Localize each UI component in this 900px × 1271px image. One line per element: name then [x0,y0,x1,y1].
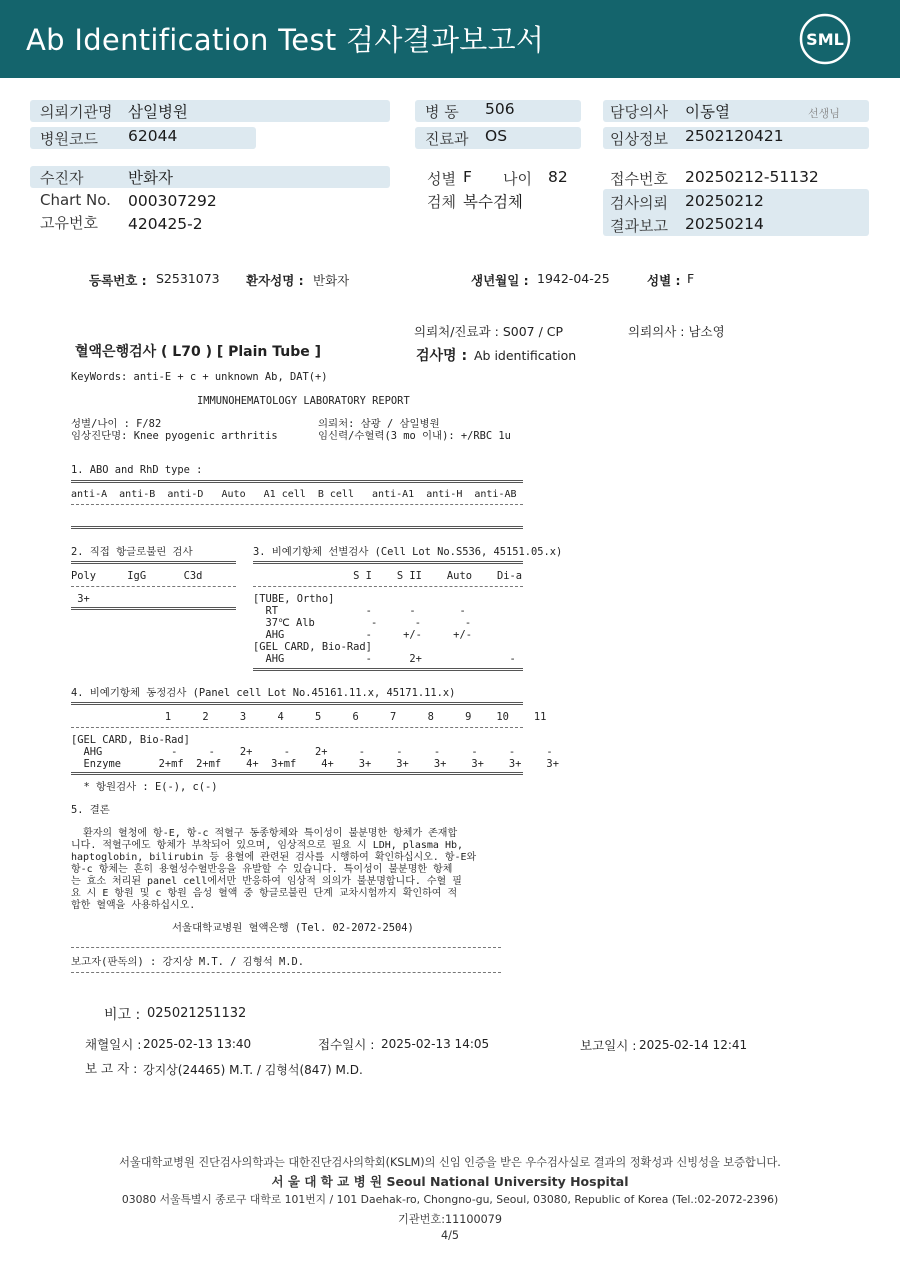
s3-row: [TUBE, Ortho] [253,593,335,605]
report-reporter: 보고자(판독의) : 강지상 M.T. / 김형석 M.D. [71,956,305,968]
doctor-label: 담당의사 [610,103,668,121]
chart-value: 000307292 [128,192,217,210]
s2-header: Poly IgG C3d [71,570,203,582]
report-header [0,0,900,78]
info-bar-patient [30,166,390,188]
department-label: 진료과 [425,130,469,148]
s2-value: 3+ [71,593,90,605]
note-value: 025021251132 [147,1006,247,1021]
receipt-label: 접수번호 [610,170,668,188]
patient-label: 수진자 [40,169,84,187]
conclusion-line: 환자의 혈청에 항-E, 항-c 적혈구 동종항체와 특이성이 불분명한 항체가 존재합 [71,828,458,839]
request-label: 검사의뢰 [610,194,668,212]
divider [71,947,501,948]
divider [71,772,523,775]
s1-header: anti-A anti-B anti-D Auto A1 cell B cell anti-A1 anti-H anti-AB [71,489,517,500]
age-label: 나이 [503,170,532,188]
name-value: 반화자 [313,273,350,288]
sml-logo [798,12,852,66]
request-value: 20250212 [685,192,764,210]
test-name-label: 검사명 : [416,348,468,364]
conclusion-line: haptoglobin, bilirubin 등 용혈에 관련된 검사를 시행하여 확인하십시오. 항-E와 [71,852,477,863]
s4-header: 1 2 3 4 5 6 7 8 9 10 11 [71,711,547,723]
ward-label: 병 동 [425,103,459,121]
reg-value: S2531073 [156,271,220,286]
patient-sex-label: 성별 : [647,273,681,288]
blood-bank-contact: 서울대학교병원 혈액은행 (Tel. 02-2072-2504) [172,922,414,934]
clinical-label: 임상정보 [610,130,668,148]
page-number: 4/5 [440,1229,459,1242]
conclusion-line: 요 시 E 항원 및 c 항원 음성 혈액 중 항글로불린 단계 교차시험까지 확인하여 적 [71,888,458,899]
s4-row: Enzyme 2+mf 2+mf 4+ 3+mf 4+ 3+ 3+ 3+ 3+ 3+ 3+ [71,758,559,770]
conclusion-line: 합한 혈액을 사용하십시오. [71,900,196,911]
s5-title: 5. 결론 [71,804,110,816]
conclusion-line: 항-c 항체는 흔히 용혈성수혈반응을 유발할 수 있습니다. 특이성이 불분명한 항체 [71,864,453,875]
result-label: 결과보고 [610,217,668,235]
s3-row: 37℃ Alb - - - [253,617,472,629]
divider [253,586,523,587]
dob-value: 1942-04-25 [537,271,610,286]
hospital-code-value: 62044 [128,127,178,145]
reported-label: 보고일시 : [580,1038,637,1053]
clinical-value: 2502120421 [685,127,784,145]
s4-row: AHG - - 2+ - 2+ - - - - - - [71,746,553,758]
result-value: 20250214 [685,215,764,233]
antigen-test: * 항원검사 : E(-), c(-) [71,781,218,793]
unique-label: 고유번호 [40,214,98,232]
report-title: IMMUNOHEMATOLOGY LABORATORY REPORT [197,395,410,407]
test-title: 혈액은행검사 ( L70 ) [ Plain Tube ] [75,344,322,360]
report-title: Ab Identification Test 검사결과보고서 [26,23,545,57]
received-label: 접수일시 : [318,1037,375,1052]
note-label: 비고 : [104,1007,141,1023]
conclusion-line: 니다. 적혈구에도 항체가 부착되어 있으며, 임상적으로 필요 시 LDH, plasma Hb, [71,840,464,851]
footer-certification: 서울대학교병원 진단검사의학과는 대한진단검사의학회(KSLM)의 신임 인증을 받은 우수검사실로 결과의 정확성과 신빙성을 보증합니다. [119,1156,781,1169]
reg-label: 등록번호 : [89,273,147,288]
divider [71,526,523,529]
svg-text:SML: SML [806,30,844,49]
report-keywords: KeyWords: anti-E + c + unknown Ab, DAT(+) [71,371,328,383]
divider [71,727,523,728]
report-pregnancy: 임신력/수혈력(3 mo 이내): +/RBC 1u [318,430,511,442]
reporter-value: 강지상(24465) M.T. / 김형석(847) M.D. [143,1063,363,1077]
doctor-suffix: 선생님 [808,107,840,120]
age-value: 82 [548,168,568,186]
divider [71,586,236,587]
order-dept: 의뢰처/진료과 : S007 / CP [414,324,564,339]
dob-label: 생년월일 : [471,273,529,288]
hospital-code-label: 병원코드 [40,130,98,148]
s4-title: 4. 비예기항체 동정검사 (Panel cell Lot No.45161.11.x, 45171.11.x) [71,687,456,699]
s3-row: AHG - 2+ - [253,653,516,665]
s1-title: 1. ABO and RhD type : [71,464,203,476]
unique-value: 420425-2 [128,215,203,233]
divider [71,702,523,705]
s3-row: [GEL CARD, Bio-Rad] [253,641,372,653]
divider [253,668,523,671]
report-diagnosis: 임상진단명: Knee pyogenic arthritis [71,430,278,442]
conclusion-line: 는 효소 처리된 panel cell에서만 반응하여 임상적 의의가 불분명합니다. 수혈 필 [71,876,462,887]
specimen-value: 복수검체 [463,193,523,211]
s3-title: 3. 비예기항체 선별검사 (Cell Lot No.S536, 45151.05.x) [253,546,563,558]
s2-title: 2. 직접 항글로불린 검사 [71,546,193,558]
received-value: 2025-02-13 14:05 [381,1037,490,1051]
divider [71,480,523,483]
sex-value: F [463,168,472,186]
divider [253,561,523,564]
patient-sex-value: F [687,271,695,286]
divider [71,972,501,973]
institution-label: 의뢰기관명 [40,103,113,121]
reported-value: 2025-02-14 12:41 [639,1038,748,1052]
s4-row: [GEL CARD, Bio-Rad] [71,734,190,746]
receipt-value: 20250212-51132 [685,168,819,186]
ward-value: 506 [485,100,515,118]
s3-row: RT - - - [253,605,466,617]
department-value: OS [485,127,508,145]
s3-header: S I S II Auto Di-a [253,570,522,582]
footer-hospital: 서 울 대 학 교 병 원 Seoul National University Hospital [271,1174,629,1189]
collected-value: 2025-02-13 13:40 [143,1037,252,1051]
reporter-label: 보 고 자 : [85,1061,138,1076]
divider [71,504,523,505]
specimen-label: 검체 [427,193,456,211]
test-name-value: Ab identification [474,348,577,363]
patient-value: 반화자 [128,169,173,187]
doctor-value: 이동열 [685,103,730,121]
report-sex-age: 성별/나이 : F/82 [71,418,162,430]
divider [71,607,236,610]
report-requester: 의뢰처: 삼광 / 삼일병원 [318,418,440,430]
sex-label: 성별 [427,170,456,188]
collected-label: 채혈일시 : [85,1037,142,1052]
divider [71,561,236,564]
footer-address: 03080 서울특별시 종로구 대학로 101번지 / 101 Daehak-ro, Chongno-gu, Seoul, 03080, Republic of Korea (Tel.:02-2072-2396) [121,1193,779,1206]
s3-row: AHG - +/- +/- [253,629,472,641]
institution-value: 삼일병원 [128,103,188,121]
name-label: 환자성명 : [246,273,304,288]
order-doctor: 의뢰의사 : 남소영 [628,324,725,339]
footer-org-number: 기관번호:11100079 [398,1213,502,1226]
chart-label: Chart No. [40,191,111,209]
